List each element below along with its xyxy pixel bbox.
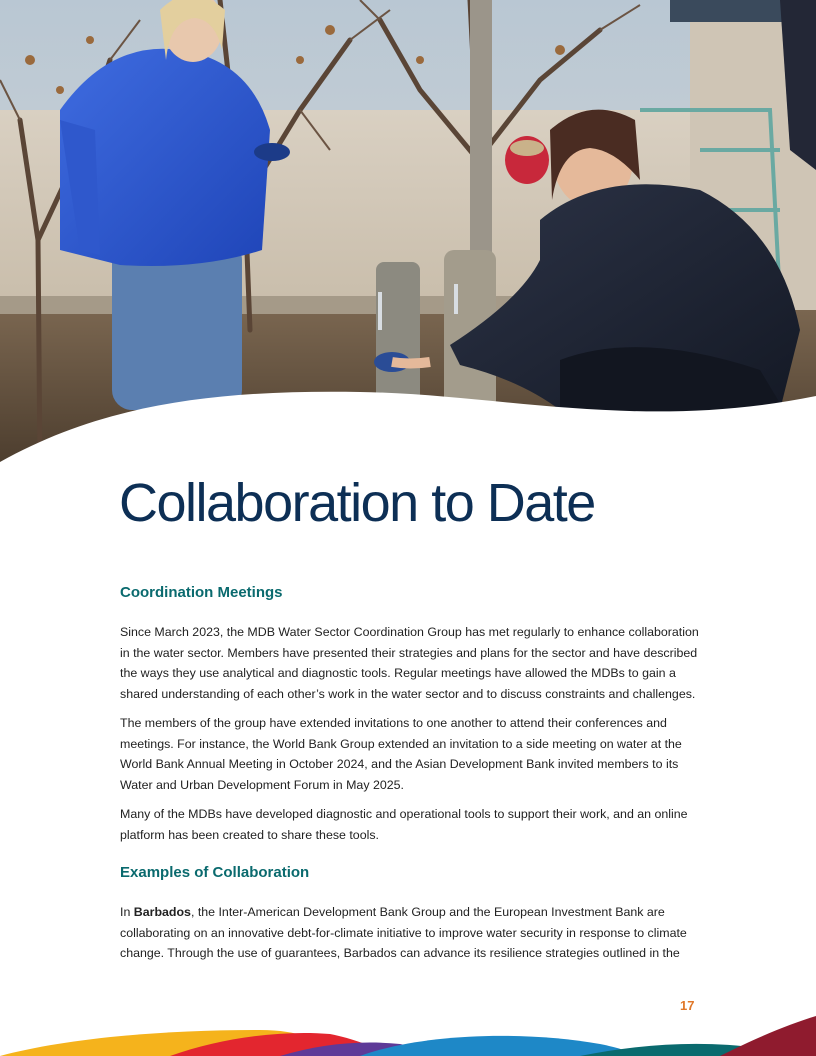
page-number: 17 (680, 998, 695, 1013)
band-maroon (720, 1016, 816, 1056)
footer-color-band (0, 1000, 816, 1056)
hero-photo-illustration (0, 0, 816, 470)
paragraph: The members of the group have extended invitations to one another to attend their conferences and meetings. For instance, the World Bank Group extended an invitation to a side meeting on water at the World Bank Annual Meeting in October 2024, and the Asian Development Bank invited members to its Water and Urban Development Forum in May 2025. (120, 716, 682, 792)
section-heading-coordination-meetings: Coordination Meetings (120, 584, 283, 601)
paragraph: Since March 2023, the MDB Water Sector Coordination Group has met regularly to enhance collaboration in the water sector. Members have presented their strategies and plans for the sector and have described the ways they use analytical and diagnostic tools. Regular meetings have allowed the MDBs to gain a shared understanding of each other’s work in the water sector and to discuss constraints and challenges. (120, 625, 699, 701)
paragraph: Many of the MDBs have developed diagnostic and operational tools to support their work, and an online platform has been created to share these tools. (120, 807, 688, 842)
paragraph-barbados (120, 902, 710, 964)
page-title: Collaboration to Date (119, 473, 595, 533)
hero-photo (0, 0, 816, 470)
paragraph-text: , the Inter-American Development Bank Group and the European Investment Bank are collaborating on an innovative debt-for-climate initiative to improve water security in response to climate change. Through the use of guarantees, Barbados can advance its resilience strategies outlined in the (120, 905, 687, 960)
section-body-examples-of-collaboration (120, 902, 710, 973)
section-body-coordination-meetings (120, 622, 710, 854)
section-heading-examples-of-collaboration: Examples of Collaboration (120, 864, 310, 881)
paragraph-prefix: In (120, 905, 134, 919)
country-name-barbados: Barbados (133, 905, 191, 919)
